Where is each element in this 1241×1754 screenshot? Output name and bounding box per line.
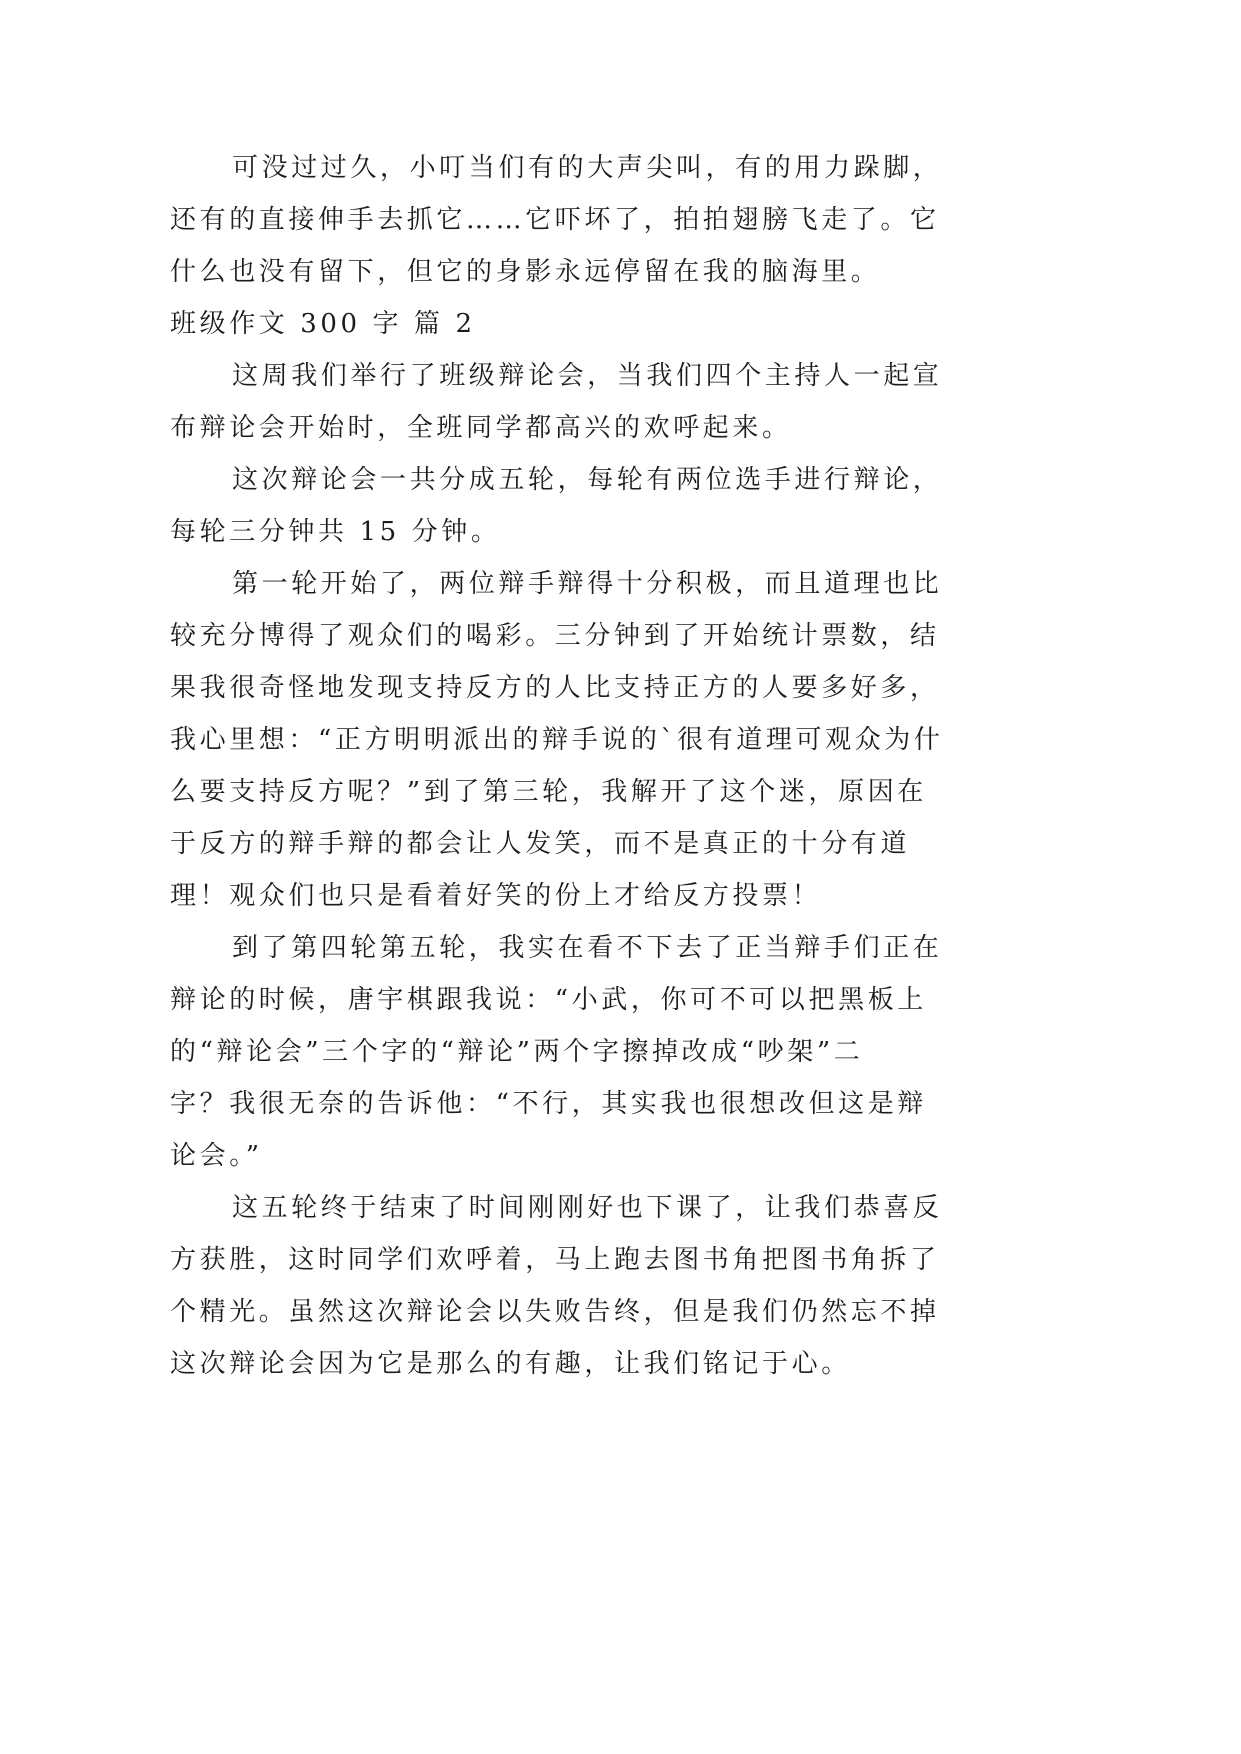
document-body xyxy=(170,142,1010,1390)
text-line: 方获胜，这时同学们欢呼着，马上跑去图书角把图书角拆了 xyxy=(170,1245,940,1275)
text-line: 于反方的辩手辩的都会让人发笑，而不是真正的十分有道 xyxy=(170,829,911,859)
text-line: 什么也没有留下，但它的身影永远停留在我的脑海里。 xyxy=(170,257,881,287)
text-line: 理！观众们也只是看着好笑的份上才给反方投票！ xyxy=(170,881,822,911)
text-line: 果我很奇怪地发现支持反方的人比支持正方的人要多好多， xyxy=(170,673,940,703)
text-line: 这五轮终于结束了时间刚刚好也下课了，让我们恭喜反 xyxy=(232,1193,943,1223)
text-line: 这周我们举行了班级辩论会，当我们四个主持人一起宣 xyxy=(232,361,943,391)
paragraph-previous-essay-ending xyxy=(170,142,1010,298)
paragraph xyxy=(170,350,1010,454)
text-line: 较充分博得了观众们的喝彩。三分钟到了开始统计票数，结 xyxy=(170,621,940,651)
text-line: 还有的直接伸手去抓它……它吓坏了，拍拍翅膀飞走了。它 xyxy=(170,205,940,235)
text-line: 辩论的时候，唐宇棋跟我说：“小武，你可不可以把黑板上 xyxy=(170,985,927,1015)
text-line: 布辩论会开始时，全班同学都高兴的欢呼起来。 xyxy=(170,413,792,443)
paragraph xyxy=(170,454,1010,558)
text-line: 可没过过久，小叮当们有的大声尖叫，有的用力跺脚， xyxy=(232,153,943,183)
text-line: 到了第四轮第五轮，我实在看不下去了正当辩手们正在 xyxy=(232,933,943,963)
paragraph xyxy=(170,1182,1010,1390)
text-line: 这次辩论会因为它是那么的有趣，让我们铭记于心。 xyxy=(170,1349,851,1379)
text-line: 第一轮开始了，两位辩手辩得十分积极，而且道理也比 xyxy=(232,569,943,599)
text-line: 论会。” xyxy=(170,1141,263,1171)
text-line: 的“辩论会”三个字的“辩论”两个字擦掉改成“吵架”二 xyxy=(170,1037,864,1067)
text-line: 个精光。虽然这次辩论会以失败告终，但是我们仍然忘不掉 xyxy=(170,1297,940,1327)
text-line: 字？我很无奈的告诉他：“不行，其实我也很想改但这是辩 xyxy=(170,1089,927,1119)
text-line: 每轮三分钟共 15 分钟。 xyxy=(170,517,501,547)
text-line: 我心里想：“正方明明派出的辩手说的`很有道理可观众为什 xyxy=(170,725,944,755)
essay-title: 班级作文 300 字 篇 2 xyxy=(170,309,476,339)
paragraph xyxy=(170,922,1010,1182)
paragraph xyxy=(170,558,1010,922)
text-line: 这次辩论会一共分成五轮，每轮有两位选手进行辩论， xyxy=(232,465,943,495)
text-line: 么要支持反方呢？”到了第三轮，我解开了这个迷，原因在 xyxy=(170,777,927,807)
